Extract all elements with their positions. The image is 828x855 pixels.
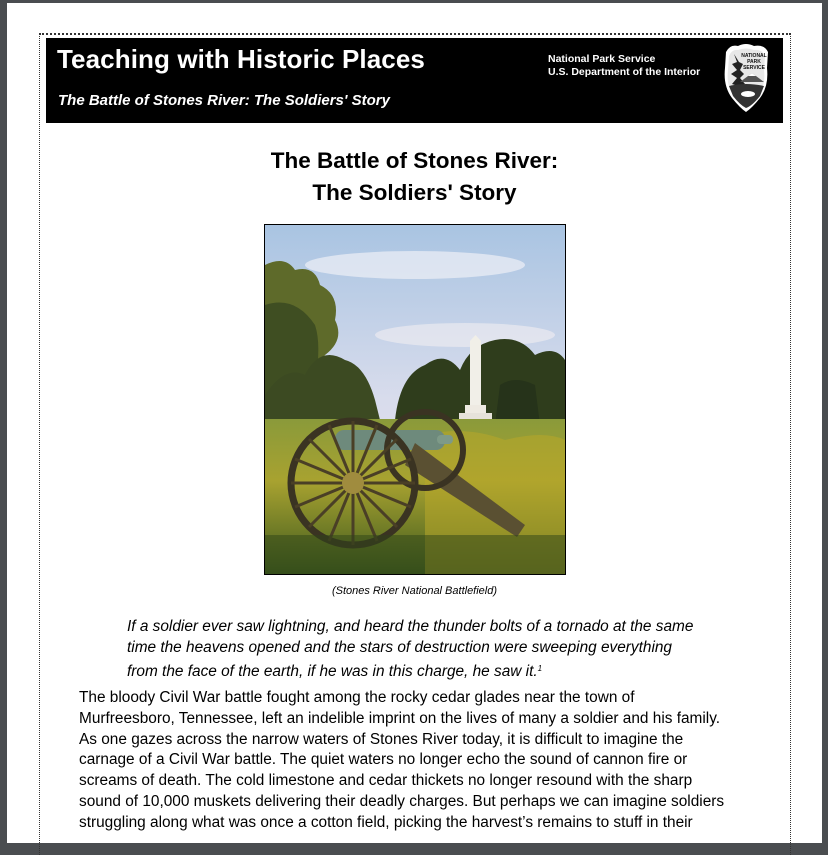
svg-text:NATIONAL: NATIONAL — [741, 53, 767, 59]
body-line: carnage of a Civil War battle. The quiet waters no longer echo the sound of cannon fire or — [79, 751, 688, 769]
document-heading — [7, 145, 822, 209]
svg-text:SERVICE: SERVICE — [743, 65, 765, 71]
nps-arrowhead-icon — [720, 42, 772, 112]
lesson-subtitle: The Battle of Stones River: The Soldiers' Story — [58, 92, 390, 109]
quote-line: If a soldier ever saw lightning, and heard the thunder bolts of a tornado at the same — [127, 618, 694, 635]
body-line: screams of death. The cold limestone and cedar thickets no longer resound with the sharp — [79, 772, 693, 790]
footnote-marker[interactable]: 1 — [537, 664, 543, 673]
svg-text:PARK: PARK — [747, 59, 761, 65]
quote-line: time the heavens opened and the stars of destruction were sweeping everything — [127, 639, 672, 656]
quote-line — [127, 658, 727, 682]
header-banner — [46, 38, 783, 123]
cannon-monument-image — [265, 225, 565, 574]
body-line: struggling along what was once a cotton field, picking the harvest’s remains to stuff in their — [79, 813, 693, 831]
agency-line-1: National Park Service — [548, 53, 656, 65]
heading-line-1: The Battle of Stones River: — [270, 148, 559, 173]
heading-line-2: The Soldiers' Story — [312, 180, 517, 205]
body-line: Murfreesboro, Tennessee, left an indelible imprint on the lives of many a soldier and his family. — [79, 709, 721, 727]
body-line: sound of 10,000 muskets delivering their deadly charges. But perhaps we can imagine soldiers — [79, 792, 725, 810]
body-paragraph — [79, 688, 769, 834]
photo-caption: (Stones River National Battlefield) — [331, 585, 498, 597]
epigraph-quote — [127, 616, 727, 682]
agency-label — [548, 53, 700, 79]
agency-line-2: U.S. Department of the Interior — [548, 66, 701, 78]
quote-line-text: from the face of the earth, if he was in this charge, he saw it. — [127, 663, 538, 680]
document-page — [7, 3, 822, 843]
battlefield-photo — [264, 224, 566, 575]
series-title: Teaching with Historic Places — [57, 44, 425, 74]
body-line: As one gazes across the narrow waters of Stones River today, it is difficult to imagine the — [79, 730, 684, 748]
body-line: The bloody Civil War battle fought among the rocky cedar glades near the town of — [79, 689, 635, 706]
